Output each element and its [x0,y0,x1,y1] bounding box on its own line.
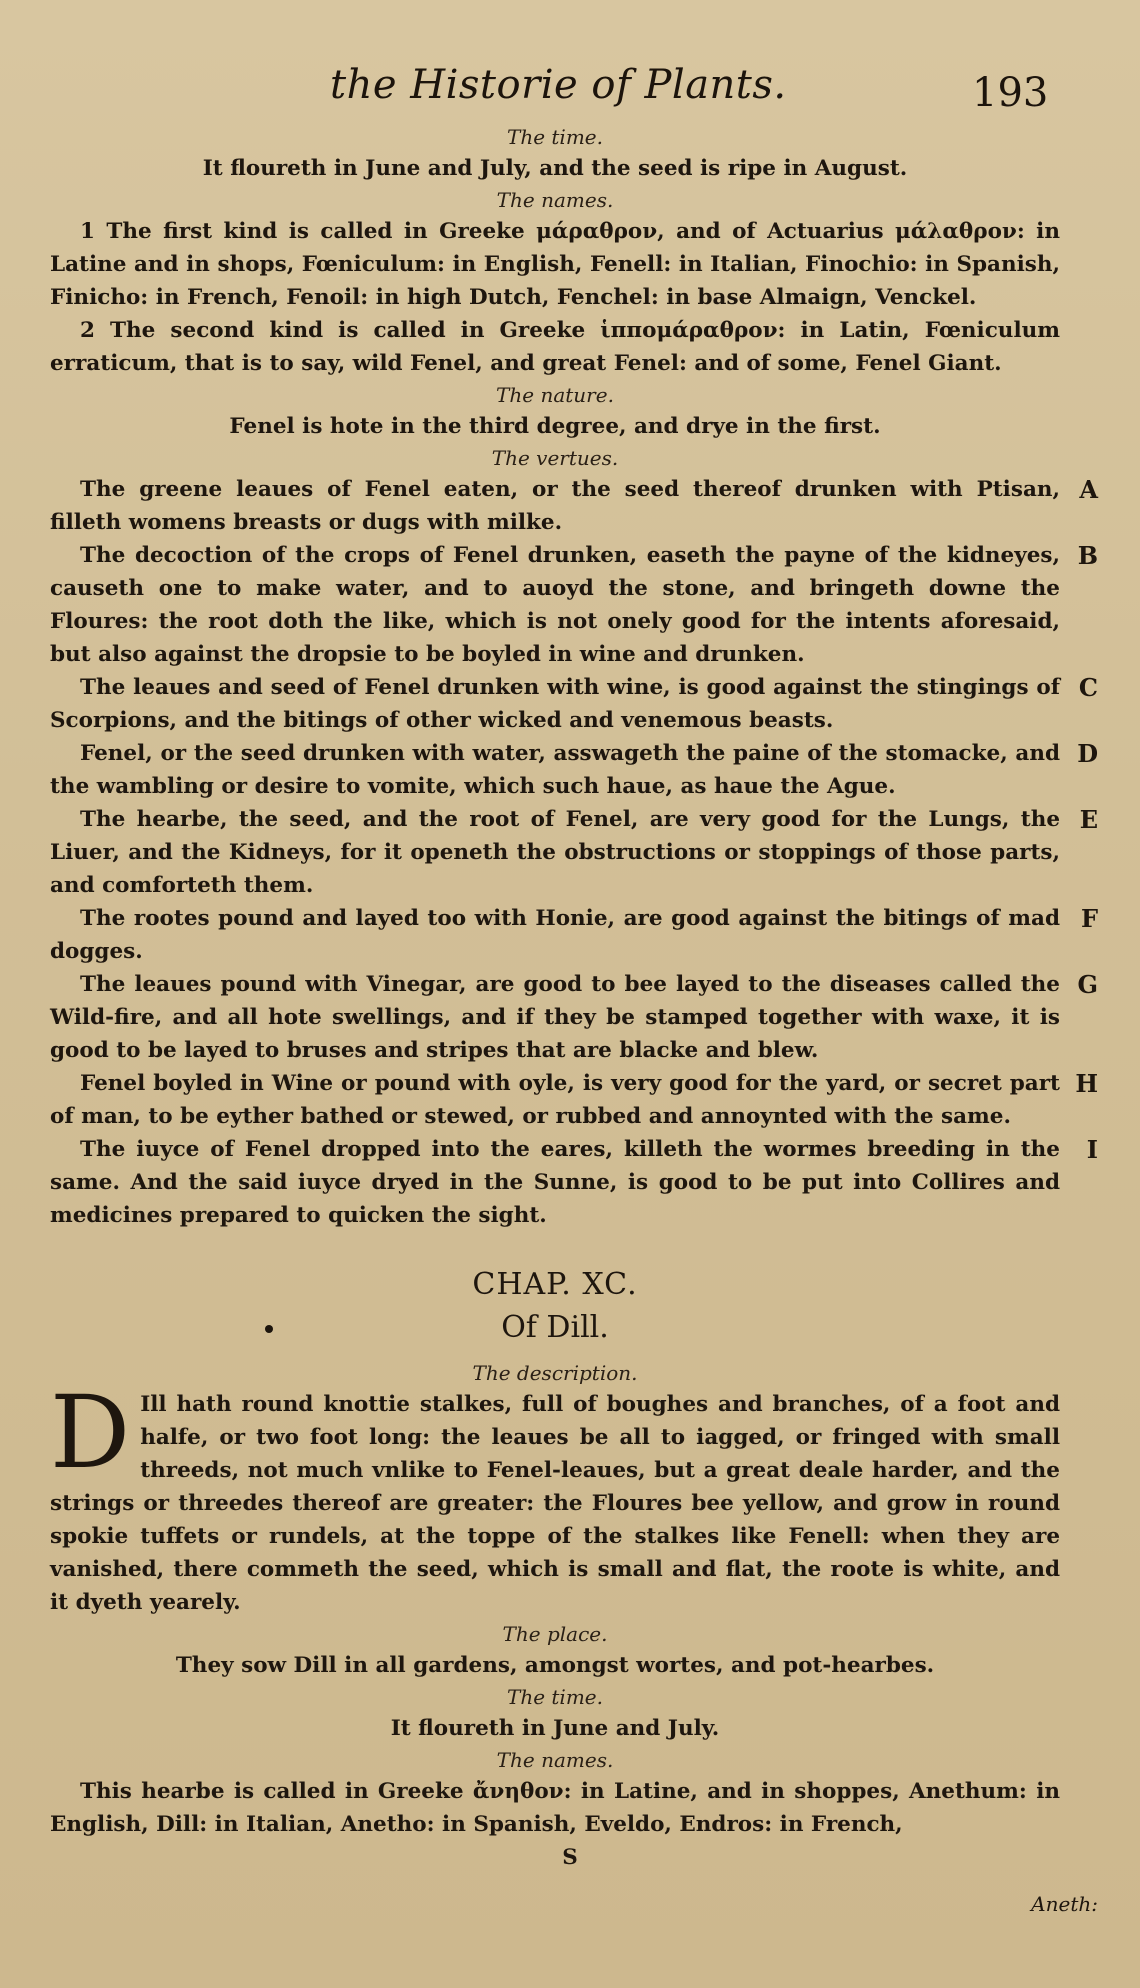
vertue-text: Fenel, or the seed drunken with water, asswageth the paine of the stomacke, and the wambling or desire to vomite, which such haue, as haue the Ague. [50,741,1060,799]
signature-mark: S [562,1845,578,1870]
ink-dot [265,1325,273,1333]
vertue-text: Fenel boyled in Wine or pound with oyle, is very good for the yard, or secret part of man, to be eyther bathed or stewed, or rubbed and annoynted with the same. [50,1071,1060,1129]
margin-marker: A [1079,475,1098,504]
margin-marker: C [1078,673,1098,702]
margin-marker: F [1080,904,1098,933]
chapter-number: CHAP. XC. [472,1267,638,1302]
section-heading-nature: The nature. [496,383,614,407]
names-paragraph-1: 1 The first kind is called in Greeke μάραθρον, and of Actuarius μάλαθρον: in Latine and in shops, Fœniculum: in English, Fenell: in Italian, Finochio: in Spanish, Finicho: in French, Fenoil: in high Dutch, Fenchel: in base Almaign, Venckel. [50,219,1060,310]
section-heading-description: The description. [472,1361,638,1385]
description-paragraph [50,1374,1060,1619]
section-heading-vertues: The vertues. [491,446,619,470]
vertue-text: The iuyce of Fenel dropped into the eares, killeth the wormes breeding in the same. And the said iuyce dryed in the Sunne, is good to be put into Collires and medicines prepared to quicken the sight. [50,1137,1060,1228]
names-paragraph-dill: This hearbe is called in Greeke ἄνηθον: in Latine, and in shoppes, Anethum: in English, Dill: in Italian, Anetho: in Spanish, Eveldo, Endros: in French, [50,1779,1060,1837]
section-heading-time: The time. [506,125,603,149]
vertue-paragraph [50,1067,1098,1133]
vertue-paragraph [50,539,1098,671]
chapter-title: Of Dill. [501,1310,609,1345]
vertue-text: The hearbe, the seed, and the root of Fenel, are very good for the Lungs, the Liuer, and the Kidneys, for it openeth the obstructions or stoppings of those parts, and comforteth them. [50,807,1060,898]
margin-marker: B [1077,541,1098,570]
section-heading-names-dill: The names. [496,1748,614,1772]
vertue-paragraph [50,803,1098,902]
place-text: They sow Dill in all gardens, amongst wortes, and pot-hearbes. [175,1653,935,1678]
section-heading-names: The names. [496,188,614,212]
description-text: Ill hath round knottie stalkes, full of boughes and branches, of a foot and halfe, or two foot long: the leaues be all to iagged, or fringed with small threeds, not much vnlike to Fenel-leaues, but a great deale harder, and the strings or threedes thereof are greater: the Floures bee yellow, and grow in round spokie tuffets or rundels, at the toppe of the stalkes like Fenell: when they are vanished, there commeth the seed, which is small and flat, the roote is white, and it dyeth yearely. [50,1392,1060,1615]
vertue-paragraph [50,1133,1098,1232]
vertue-paragraph [50,473,1098,539]
margin-marker: D [1077,739,1098,768]
running-header-title: the Historie of Plants. [330,62,787,108]
vertue-text: The decoction of the crops of Fenel drunken, easeth the payne of the kidneyes, causeth one to make water, and to auoyd the stone, and bringeth downe the Floures: the root doth the like, which is not onely good for the intents aforesaid, but also against the dropsie to be boyled in wine and drunken. [50,543,1060,667]
margin-marker: G [1077,970,1098,999]
margin-marker: I [1086,1135,1098,1164]
page-number: 193 [972,70,1049,116]
time-text-dill: It floureth in June and July. [390,1716,720,1741]
vertue-text: The rootes pound and layed too with Honie, are good against the bitings of mad dogges. [50,906,1060,964]
vertue-paragraph [50,671,1098,737]
page-body [50,122,1098,1874]
catchword: Aneth: [1031,1892,1098,1916]
section-heading-time-dill: The time. [506,1685,603,1709]
vertue-paragraph [50,902,1098,968]
vertue-paragraph [50,968,1098,1067]
section-heading-place: The place. [502,1622,608,1646]
vertue-paragraph [50,737,1098,803]
margin-marker: E [1079,805,1098,834]
names-paragraph-2: 2 The second kind is called in Greeke ἱππομάραθρον: in Latin, Fœniculum erraticum, that is to say, wild Fenel, and great Fenel: and of some, Fenel Giant. [50,318,1060,376]
time-text: It floureth in June and July, and the seed is ripe in August. [202,156,908,181]
nature-text: Fenel is hote in the third degree, and drye in the first. [229,414,881,439]
vertue-text: The leaues and seed of Fenel drunken with wine, is good against the stingings of Scorpions, and the bitings of other wicked and venemous beasts. [50,675,1060,733]
drop-cap-letter: D [50,1374,131,1491]
margin-marker: H [1075,1069,1098,1098]
vertue-text: The greene leaues of Fenel eaten, or the seed thereof drunken with Ptisan, filleth womens breasts or dugs with milke. [50,477,1060,535]
vertue-text: The leaues pound with Vinegar, are good to bee layed to the diseases called the Wild-fire, and all hote swellings, and if they be stamped together with waxe, it is good to be layed to bruses and stripes that are blacke and blew. [50,972,1060,1063]
